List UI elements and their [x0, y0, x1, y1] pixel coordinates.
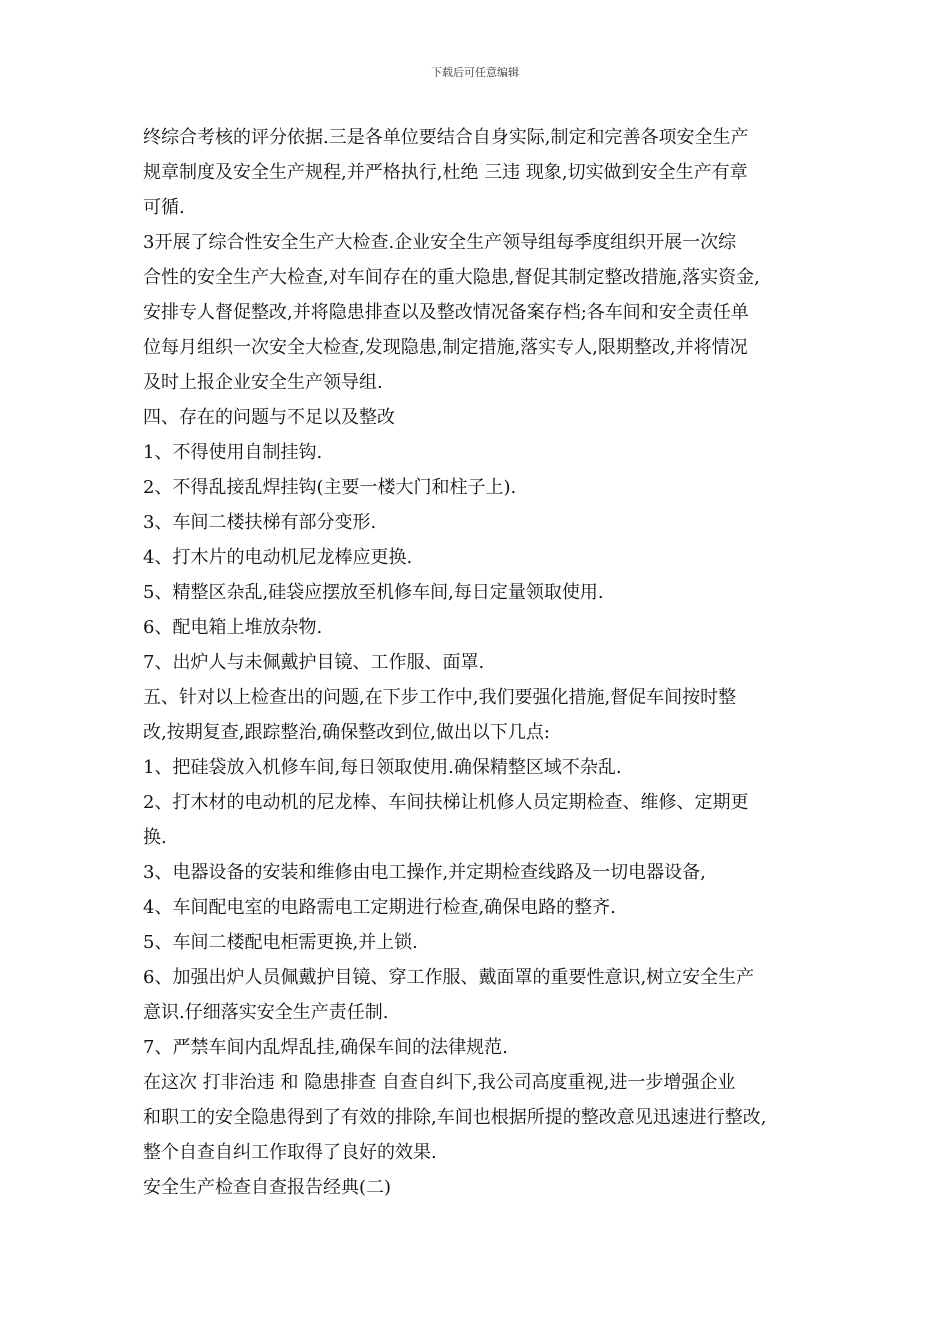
list-item: 1、把硅袋放入机修车间,每日领取使用.确保精整区域不杂乱.: [143, 757, 622, 778]
text-line: 换.: [143, 827, 167, 848]
text-line: 3开展了综合性安全生产大检查.企业安全生产领导组每季度组织开展一次综: [143, 232, 737, 253]
list-item: 2、打木材的电动机的尼龙棒、车间扶梯让机修人员定期检查、维修、定期更: [143, 792, 749, 813]
text-line: 规章制度及安全生产规程,并严格执行,杜绝 三违 现象,切实做到安全生产有章: [143, 162, 748, 183]
text-line: 及时上报企业安全生产领导组.: [143, 372, 383, 393]
list-item: 5、车间二楼配电柜需更换,并上锁.: [143, 932, 418, 953]
list-item: 3、车间二楼扶梯有部分变形.: [143, 512, 377, 533]
section-heading: 五、针对以上检查出的问题,在下步工作中,我们要强化措施,督促车间按时整: [143, 687, 737, 708]
list-item: 7、出炉人与未佩戴护目镜、工作服、面罩.: [143, 652, 485, 673]
section-heading: 四、存在的问题与不足以及整改: [143, 407, 395, 428]
list-item: 4、打木片的电动机尼龙棒应更换.: [143, 547, 413, 568]
text-line: 合性的安全生产大检查,对车间存在的重大隐患,督促其制定整改措施,落实资金,: [143, 267, 760, 288]
page-header: 下载后可任意编辑: [431, 66, 519, 79]
text-line: 终综合考核的评分依据.三是各单位要结合自身实际,制定和完善各项安全生产: [143, 127, 749, 148]
text-line: 意识.仔细落实安全生产责任制.: [143, 1002, 389, 1023]
list-item: 7、严禁车间内乱焊乱挂,确保车间的法律规范.: [143, 1037, 508, 1058]
list-item: 4、车间配电室的电路需电工定期进行检查,确保电路的整齐.: [143, 897, 616, 918]
list-item: 6、配电箱上堆放杂物.: [143, 617, 323, 638]
list-item: 5、精整区杂乱,硅袋应摆放至机修车间,每日定量领取使用.: [143, 582, 604, 603]
text-line: 在这次 打非治违 和 隐患排查 自查自纠下,我公司高度重视,进一步增强企业: [143, 1072, 736, 1093]
list-item: 6、加强出炉人员佩戴护目镜、穿工作服、戴面罩的重要性意识,树立安全生产: [143, 967, 755, 988]
list-item: 2、不得乱接乱焊挂钩(主要一楼大门和柱子上).: [143, 477, 517, 498]
section-heading: 安全生产检查自查报告经典(二): [143, 1177, 392, 1198]
text-line: 位每月组织一次安全大检查,发现隐患,制定措施,落实专人,限期整改,并将情况: [143, 337, 748, 358]
text-line: 整个自查自纠工作取得了良好的效果.: [143, 1142, 437, 1163]
document-body: [143, 120, 815, 1205]
text-line: 安排专人督促整改,并将隐患排查以及整改情况备案存档;各车间和安全责任单: [143, 302, 749, 323]
list-item: 1、不得使用自制挂钩.: [143, 442, 323, 463]
list-item: 3、电器设备的安装和维修由电工操作,并定期检查线路及一切电器设备,: [143, 862, 706, 883]
text-line: 可循.: [143, 197, 185, 218]
text-line: 改,按期复查,跟踪整治,确保整改到位,做出以下几点:: [143, 722, 550, 743]
text-line: 和职工的安全隐患得到了有效的排除,车间也根据所提的整改意见迅速进行整改,: [143, 1107, 767, 1128]
